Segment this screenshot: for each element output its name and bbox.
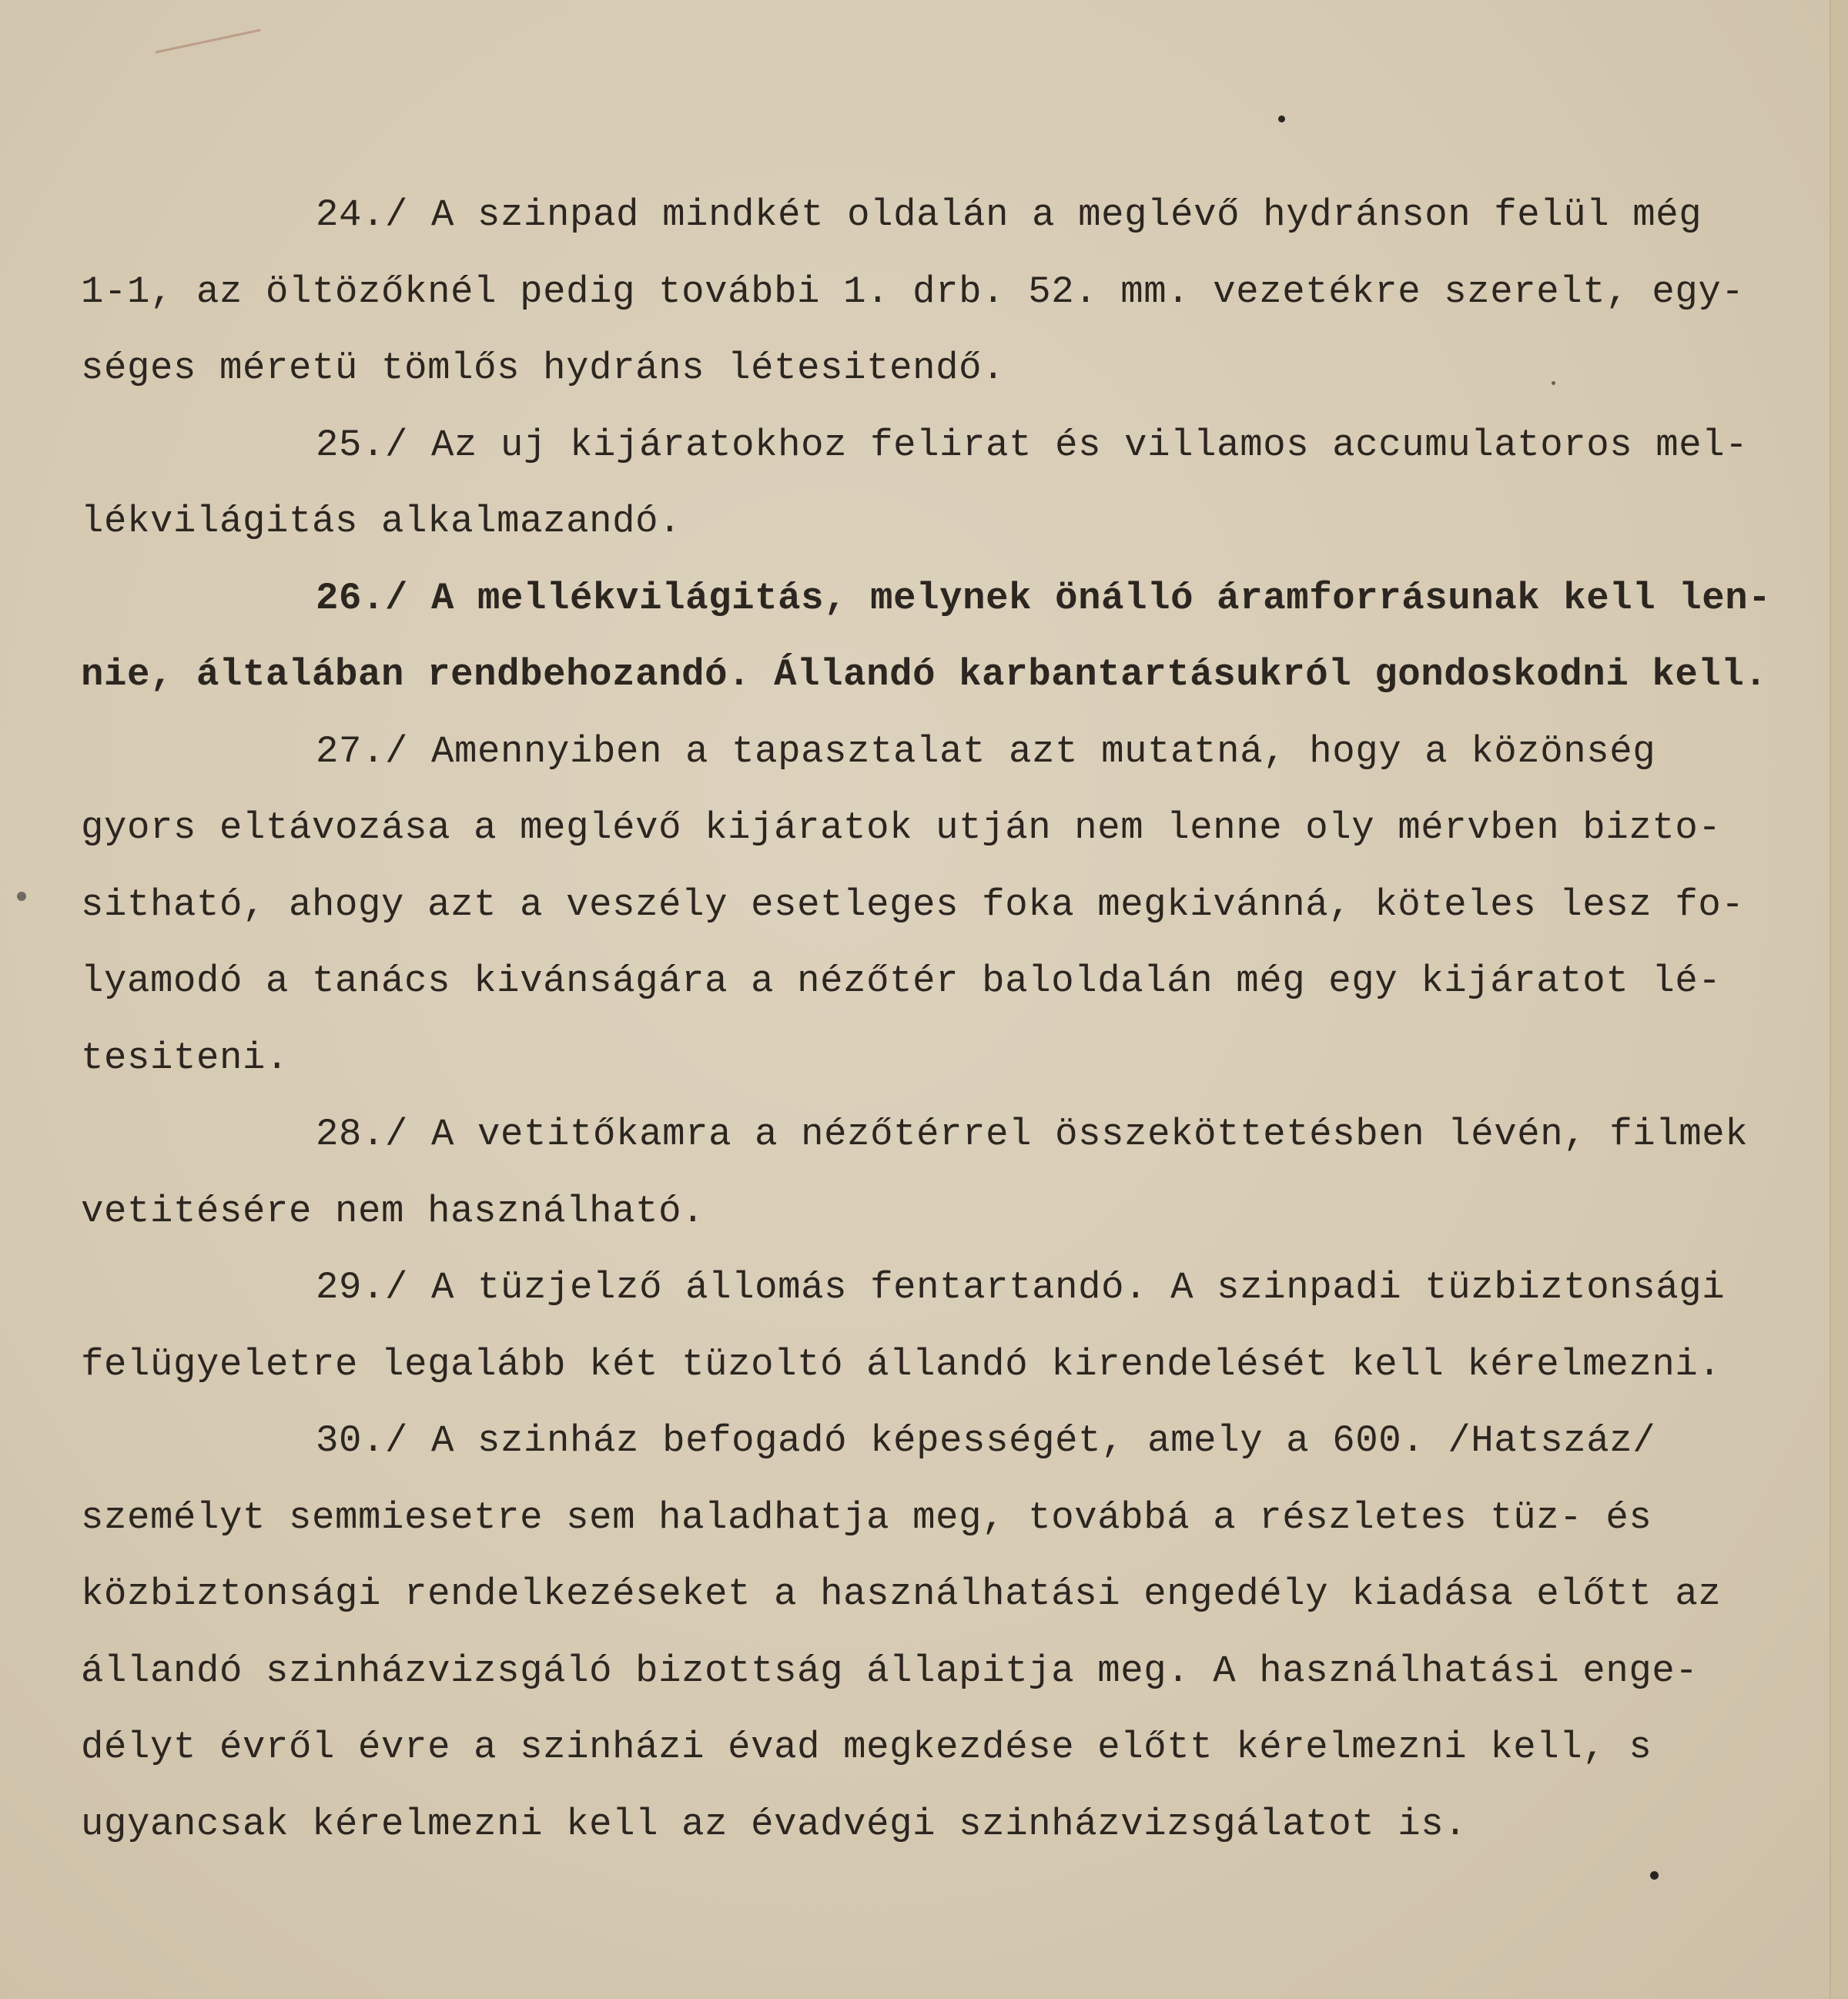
paragraph-28-line: vetitésére nem használható. <box>81 1189 705 1233</box>
paragraph-30-line: ugyancsak kérelmezni kell az évadvégi szinházvizsgálatot is. <box>81 1802 1468 1846</box>
paragraph-26 <box>81 561 1821 714</box>
paragraph-30-line: személyt semmiesetre sem haladhatja meg, továbbá a részletes tüz- és <box>81 1495 1652 1539</box>
paragraph-27-line: lyamodó a tanács kivánságára a nézőtér baloldalán még egy kijáratot lé- <box>81 959 1722 1003</box>
paragraph-25-line: 25./ Az uj kijáratokhoz felirat és villamos accumulatoros mel- <box>316 423 1749 467</box>
ink-speck <box>1650 1871 1659 1880</box>
paragraph-24-line: 24./ A szinpad mindkét oldalán a meglévő hydránson felül még <box>316 193 1702 236</box>
paragraph-30-line: állandó szinházvizsgáló bizottság állapitja meg. A használhatási enge- <box>81 1649 1699 1693</box>
pencil-mark <box>155 28 261 53</box>
paragraph-30-line: délyt évről évre a szinházi évad megkezdése előtt kérelmezni kell, s <box>81 1726 1652 1769</box>
paragraph-29 <box>81 1250 1821 1403</box>
paragraph-26-line: nie, általában rendbehozandó. Állandó karbantartásukról gondoskodni kell. <box>81 653 1768 696</box>
paragraph-27-line: gyors eltávozása a meglévő kijáratok utján nem lenne oly mérvben bizto- <box>81 806 1722 849</box>
paragraph-24-line: séges méretü tömlős hydráns létesitendő. <box>81 347 1006 390</box>
paragraph-27 <box>81 714 1821 1097</box>
paragraph-27-line: tesiteni. <box>81 1036 290 1080</box>
paragraph-28-line: 28./ A vetitőkamra a nézőtérrel összeköttetésben lévén, filmek <box>316 1113 1749 1156</box>
paragraph-30 <box>81 1403 1821 1863</box>
paragraph-27-line: sitható, ahogy azt a veszély esetleges foka megkivánná, köteles lesz fo- <box>81 882 1745 926</box>
paragraph-25 <box>81 407 1821 561</box>
paragraph-24 <box>81 177 1821 407</box>
paragraph-29-line: felügyeletre legalább két tüzoltó állandó kirendelését kell kérelmezni. <box>81 1342 1722 1386</box>
paragraph-24-line: 1-1, az öltözőknél pedig további 1. drb. 52. mm. vezetékre szerelt, egy- <box>81 270 1745 313</box>
typed-body <box>81 177 1821 1863</box>
paragraph-27-line: 27./ Amennyiben a tapasztalat azt mutatná, hogy a közönség <box>316 729 1656 773</box>
paragraph-28 <box>81 1097 1821 1250</box>
paragraph-29-line: 29./ A tüzjelző állomás fentartandó. A szinpadi tüzbiztonsági <box>316 1266 1726 1309</box>
ink-speck <box>17 892 26 901</box>
paper-edge <box>1830 0 1848 1999</box>
paragraph-25-line: lékvilágitás alkalmazandó. <box>81 500 682 543</box>
paragraph-30-line: közbiztonsági rendelkezéseket a használhatási engedély kiadása előtt az <box>81 1572 1722 1616</box>
ink-speck <box>1278 116 1285 122</box>
paragraph-26-line: 26./ A mellékvilágitás, melynek önálló áramforrásunak kell len- <box>316 576 1772 620</box>
paragraph-30-line: 30./ A szinház befogadó képességét, amely a 600. /Hatszáz/ <box>316 1419 1656 1462</box>
